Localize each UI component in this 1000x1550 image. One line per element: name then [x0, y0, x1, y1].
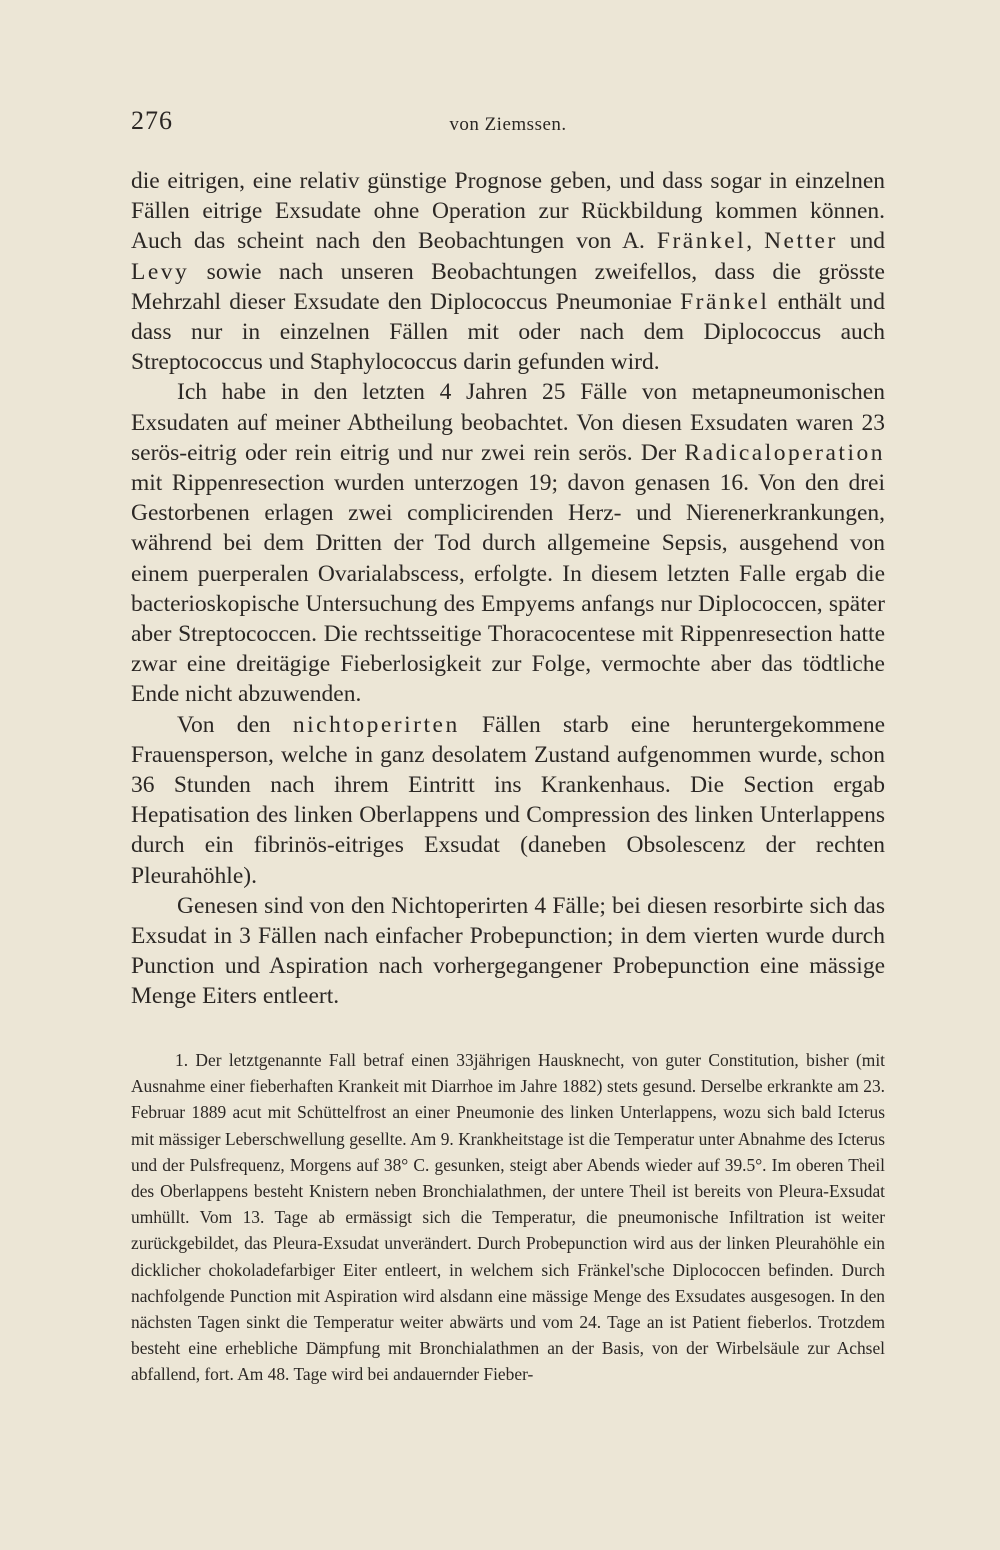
footnote: 1. Der letztgenannte Fall betraf einen 33jährigen Hausknecht, von guter Constitution, bisher (mit Ausnahme einer fieberhaften Krankeit mit Diarrhoe im Jahre 1882) stets gesund. Derselbe erkrankte am 23. Februar 1889 acut mit Schüttelfrost an einer Pneumonie des linken Unterlappens, wozu sich bald Icterus mit mässiger Leberschwellung gesellte. Am 9. Krankheitstage ist die Temperatur unter Abnahme des Icterus und der Pulsfrequenz, Morgens auf 38° C. gesunken, steigt aber Abends wieder auf 39.5°. Im oberen Theil des Oberlappens besteht Knistern neben Bronchialathmen, der untere Theil ist bereits von Pleura-Exsudat umhüllt. Vom 13. Tage ab ermässigt sich die Temperatur, die pneumonische Infiltration ist weiter zurückgebildet, das Pleura-Exsudat unverändert. Durch Probepunction wird aus der linken Pleurahöhle ein dicklicher chokoladefarbiger Eiter entleert, in welchem sich Fränkel'sche Diplococcen befinden. Durch nachfolgende Punction mit Aspiration wird alsdann eine mässige Menge des Exsudates ausgesogen. In den nächsten Tagen sinkt die Temperatur weiter abwärts und vom 24. Tage an ist Patient fieberlos. Trotzdem besteht eine erhebliche Dämpfung mit Bronchialathmen an der Basis, von der Wirbelsäule zur Achsel abfallend, fort. Am 48. Tage wird bei andauernder Fieber- — [131, 1050, 885, 1385]
page-number: 276 — [131, 106, 173, 135]
paragraph-1 — [131, 166, 885, 377]
author-name: Fränkel — [680, 288, 770, 315]
emphasized-term: nichtoperirten — [292, 711, 460, 738]
paragraph-2 — [131, 377, 885, 709]
paragraph-2-text-a: Ich habe in den letzten 4 Jahren 25 Fälle von metapneumonischen Exsudaten auf meiner Abtheilung beobachtet. Von diesen Exsudaten waren 23 serös-eitrig oder rein eitrig und nur zwei rein serös. Der — [131, 379, 885, 466]
running-head: von Ziemssen. — [449, 114, 567, 135]
paragraph-3-text-a: Von den — [177, 711, 293, 738]
body-text — [131, 166, 885, 1012]
paragraph-1-text-c: und — [837, 228, 886, 255]
paragraph-3-text-b: Fällen starb eine heruntergekommene Frauensperson, welche in ganz desolatem Zustand aufgenommen wurde, schon 36 Stunden nach ihrem Eintritt ins Krankenhaus. Die Section ergab Hepatisation des linken Oberlappens und Compression des linken Unterlappens durch ein fibrinös-eitriges Exsudat (daneben Obsolescenz der rechten Pleurahöhle). — [131, 711, 885, 889]
paragraph-3 — [131, 710, 885, 891]
paragraph-1-text-a: die eitrigen, eine relativ günstige Prognose geben, und dass sogar in einzelnen Fällen eitrige Exsudate ohne Operation zur Rückbildung kommen können. Auch das scheint nach den Beobachtungen von A. — [131, 168, 885, 255]
paragraph-2-text-b: mit Rippenresection wurden unterzogen 19; davon genasen 16. Von den drei Gestorbenen erlagen zwei complicirenden Herz- und Nierenerkrankungen, während bei dem Dritten der Tod durch allgemeine Sepsis, ausgehend von einem puerperalen Ovarialabscess, erfolgte. In diesem letzten Falle ergab die bacterioskopische Untersuchung des Empyems anfangs nur Diplococcen, später aber Streptococcen. Die rechtsseitige Thoracocentese mit Rippenresection hatte zwar eine dreitägige Fieberlosigkeit zur Folge, vermochte aber das tödtliche Ende nicht abzuwenden. — [131, 470, 885, 708]
paragraph-1-text-d: sowie nach unseren Beobachtungen zweifellos, dass die grösste Mehrzahl dieser Exsudate den Diplococcus Pneumoniae — [131, 258, 885, 315]
paragraph-4: Genesen sind von den Nichtoperirten 4 Fälle; bei diesen resorbirte sich das Exsudat in 3 Fällen nach einfacher Probepunction; in dem vierten wurde durch Punction und Aspiration nach vorhergegangener Probepunction eine mässige Menge Eiters entleert. — [131, 892, 885, 1010]
paragraph-1-text-b: , — [746, 228, 765, 255]
page-header — [131, 106, 885, 146]
paragraph-1-text-e: enthält und dass nur in einzelnen Fällen mit oder nach dem Diplococcus auch Streptococcus und Staphylococcus darin gefunden wird. — [131, 288, 885, 376]
emphasized-term: Radicaloperation — [684, 439, 885, 466]
author-name: Netter — [764, 228, 838, 255]
author-name: Fränkel — [656, 228, 747, 255]
author-name: Levy — [131, 258, 190, 285]
